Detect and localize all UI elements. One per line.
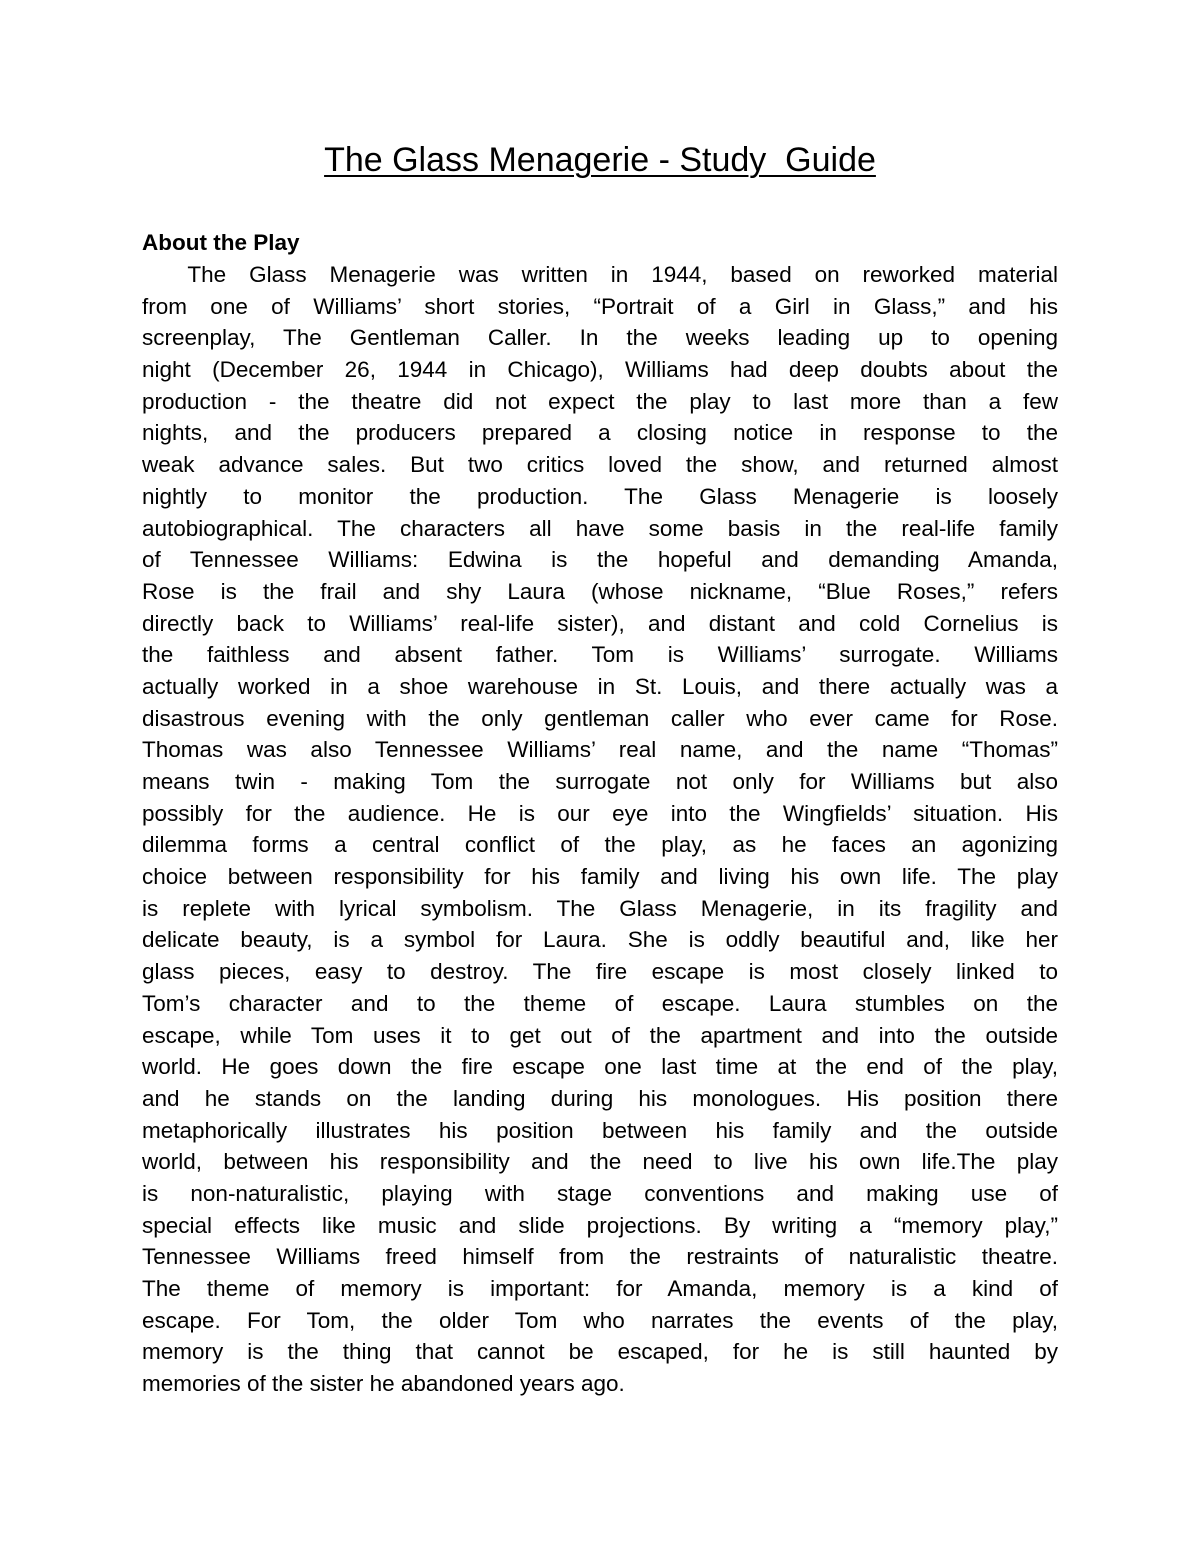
body-paragraph (142, 259, 1058, 1400)
paragraph-line: nights, and the producers prepared a closing notice in response to the (142, 420, 1058, 446)
paragraph-line: of Tennessee Williams: Edwina is the hopeful and demanding Amanda, (142, 547, 1058, 573)
paragraph-line: Thomas was also Tennessee Williams’ real name, and the name “Thomas” (142, 737, 1058, 763)
paragraph-line: and he stands on the landing during his monologues. His position there (142, 1085, 1058, 1111)
paragraph-line: memories of the sister he abandoned years ago. (142, 1371, 625, 1397)
paragraph-line: escape, while Tom uses it to get out of the apartment and into the outside (142, 1022, 1058, 1048)
paragraph-line: autobiographical. The characters all have some basis in the real-life family (142, 515, 1058, 541)
paragraph-line: means twin - making Tom the surrogate not only for Williams but also (142, 769, 1058, 794)
paragraph-line: memory is the thing that cannot be escaped, for he is still haunted by (142, 1339, 1058, 1365)
paragraph-line: actually worked in a shoe warehouse in St. Louis, and there actually was a (142, 673, 1058, 699)
paragraph-line: glass pieces, easy to destroy. The fire escape is most closely linked to (142, 959, 1058, 985)
paragraph-line: choice between responsibility for his family and living his own life. The play (142, 864, 1058, 890)
section-heading: About the Play (142, 230, 300, 255)
paragraph-line: directly back to Williams’ real-life sister), and distant and cold Cornelius is (142, 610, 1058, 636)
paragraph-line: world, between his responsibility and the need to live his own life.The play (142, 1149, 1058, 1175)
paragraph-line: escape. For Tom, the older Tom who narrates the events of the play, (142, 1307, 1058, 1333)
paragraph-line: possibly for the audience. He is our eye into the Wingfields’ situation. His (142, 800, 1058, 826)
paragraph-line: special effects like music and slide projections. By writing a “memory play,” (142, 1212, 1058, 1238)
paragraph-line: the faithless and absent father. Tom is Williams’ surrogate. Williams (142, 642, 1058, 668)
page-title-text: The Glass Menagerie - Study Guide (324, 141, 876, 179)
paragraph-line: Tennessee Williams freed himself from the restraints of naturalistic theatre. (142, 1244, 1058, 1270)
paragraph-line: screenplay, The Gentleman Caller. In the weeks leading up to opening (142, 325, 1058, 351)
paragraph-line: weak advance sales. But two critics loved the show, and returned almost (142, 452, 1058, 478)
paragraph-line: Tom’s character and to the theme of escape. Laura stumbles on the (142, 990, 1058, 1016)
paragraph-line: nightly to monitor the production. The Glass Menagerie is loosely (142, 483, 1058, 509)
paragraph-line: The Glass Menagerie was written in 1944, based on reworked material (142, 262, 1058, 287)
paragraph-line: metaphorically illustrates his position between his family and the outside (142, 1117, 1058, 1143)
paragraph-line: disastrous evening with the only gentleman caller who ever came for Rose. (142, 705, 1058, 731)
paragraph-line: Rose is the frail and shy Laura (whose nickname, “Blue Roses,” refers (142, 578, 1058, 604)
paragraph-line: production - the theatre did not expect the play to last more than a few (142, 388, 1058, 414)
paragraph-line: The theme of memory is important: for Amanda, memory is a kind of (142, 1276, 1058, 1301)
paragraph-line: from one of Williams’ short stories, “Portrait of a Girl in Glass,” and his (142, 293, 1058, 319)
paragraph-line: is replete with lyrical symbolism. The Glass Menagerie, in its fragility and (142, 895, 1058, 921)
page-title (0, 138, 1200, 182)
paragraph-line: is non-naturalistic, playing with stage conventions and making use of (142, 1180, 1058, 1206)
paragraph-line: delicate beauty, is a symbol for Laura. She is oddly beautiful and, like her (142, 927, 1058, 953)
paragraph-line: dilemma forms a central conflict of the play, as he faces an agonizing (142, 832, 1058, 858)
paragraph-line: world. He goes down the fire escape one last time at the end of the play, (142, 1054, 1058, 1080)
paragraph-line: night (December 26, 1944 in Chicago), Williams had deep doubts about the (142, 357, 1058, 383)
